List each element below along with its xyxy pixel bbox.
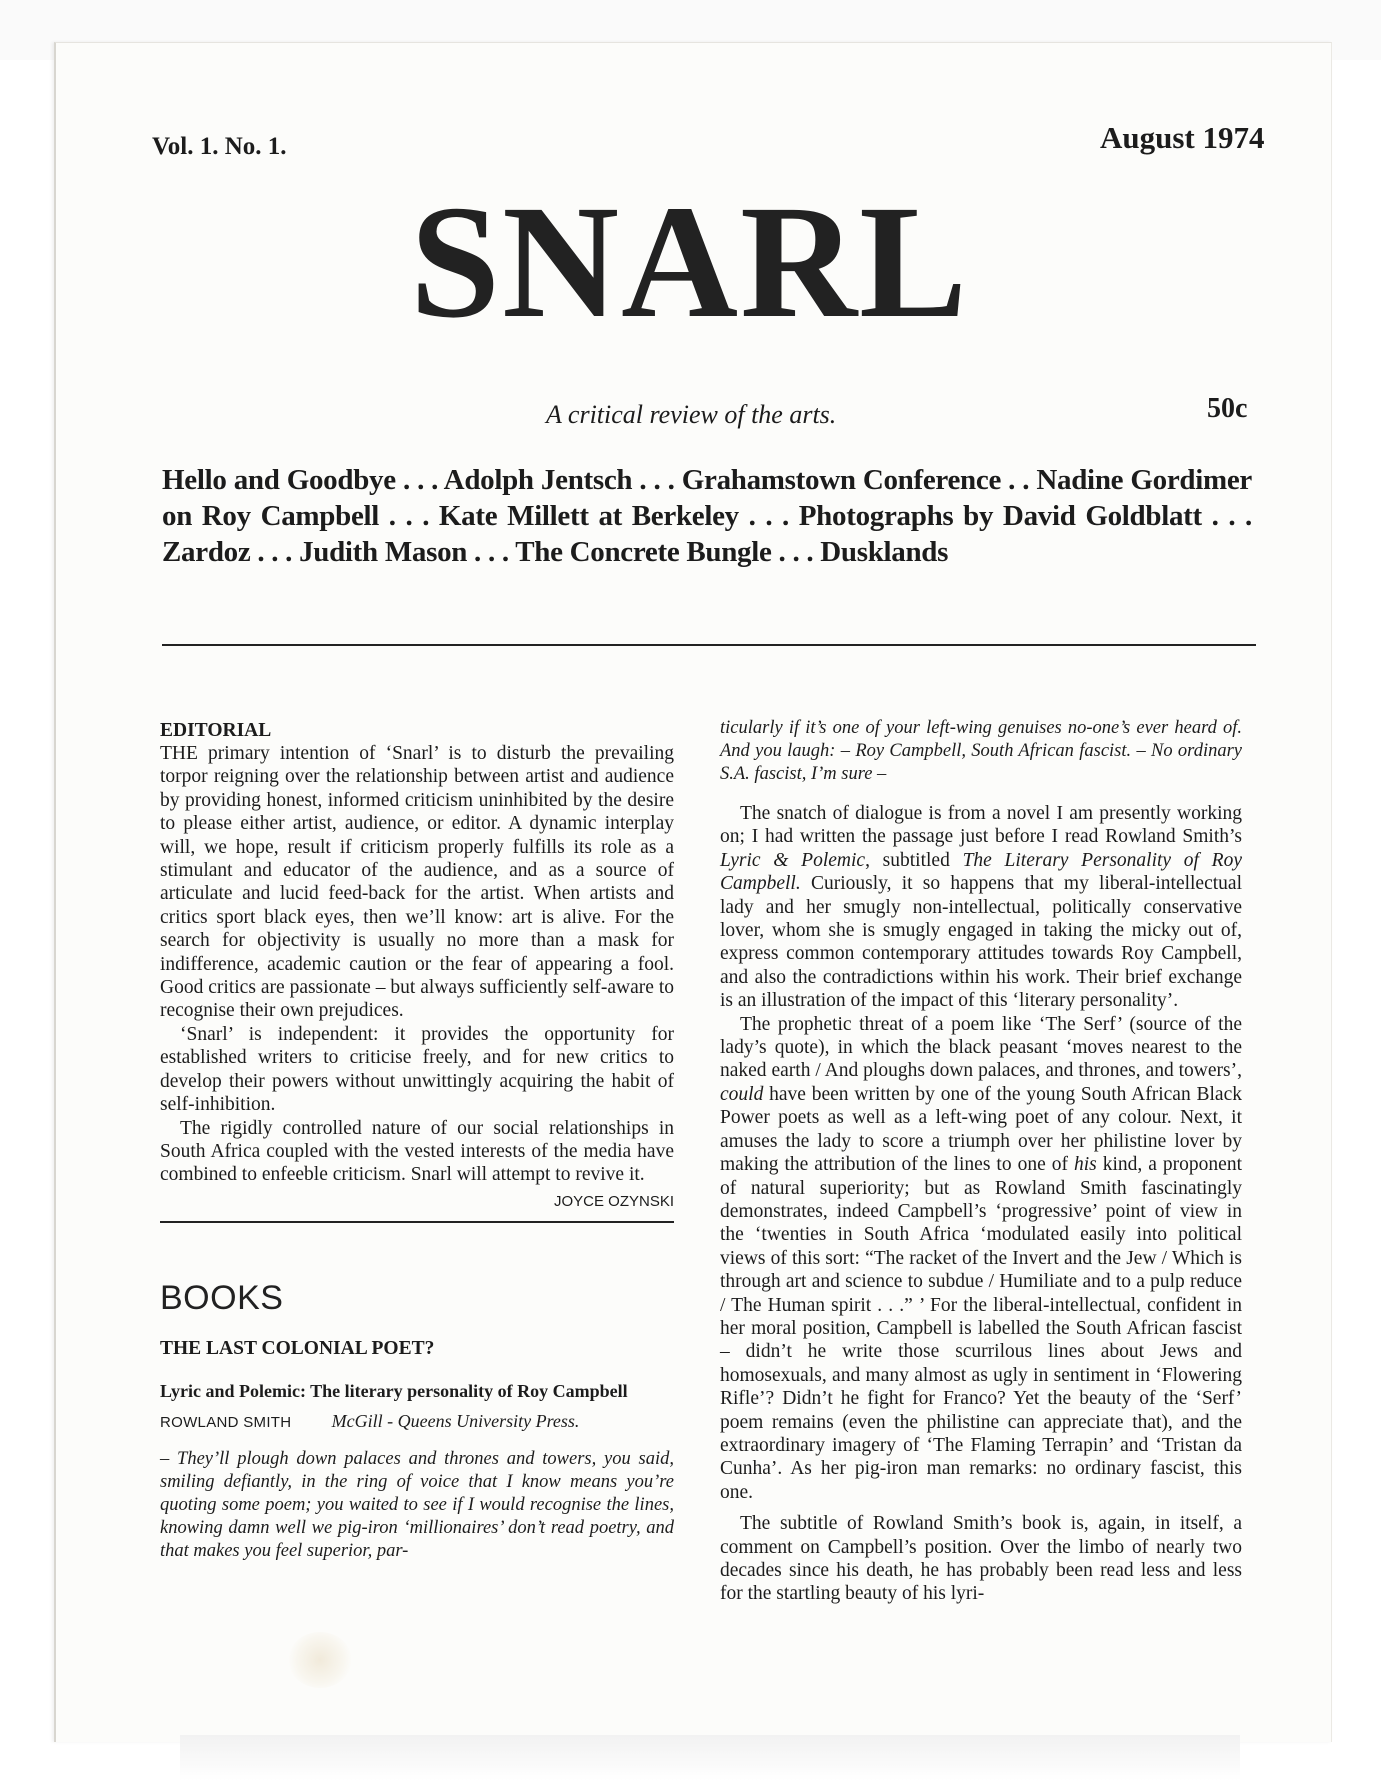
paper-stain bbox=[288, 1632, 352, 1688]
text-span: The prophetic threat of a poem like ‘The Serf’ (source of the lady’s quote), in which the black peasant ‘moves nearest to the naked earth / And ploughs down palaces, and thrones, and towers’, bbox=[720, 1013, 1242, 1082]
book-byline bbox=[160, 1410, 674, 1434]
book-title: Lyric and Polemic: The literary personality of Roy Campbell bbox=[160, 1380, 628, 1401]
emphasis: his bbox=[1073, 1154, 1097, 1176]
editorial-paragraph: The rigidly controlled nature of our social relationships in South Africa coupled with the vested interests of the media have combined to enfeeble criticism. Snarl will attempt to revive it. bbox=[160, 1117, 674, 1186]
book-title-italic: Lyric & Polemic bbox=[720, 849, 866, 871]
review-title: THE LAST COLONIAL POET? bbox=[160, 1337, 435, 1359]
books-section-heading: BOOKS bbox=[160, 1279, 284, 1318]
review-paragraph bbox=[720, 802, 1242, 1013]
right-column bbox=[720, 717, 1242, 1606]
text-span: Curiously, it so happens that my liberal-intellectual lady and her smugly non-intellectual, politically conservative lover, whom she is smugly engaged in taking the micky out of, express common contemporary attitudes towards Roy Campbell, and also the contradictions within his work. Their brief exchange is an illustration of the impact of this ‘literary personality’. bbox=[720, 873, 1242, 1012]
text-span: The snatch of dialogue is from a novel I am presently working on; I had written the passage just before I read Rowland Smith’s bbox=[720, 803, 1242, 848]
book-author: ROWLAND SMITH bbox=[160, 1413, 292, 1431]
text-span: , subtitled bbox=[865, 849, 963, 871]
editorial-paragraph: ‘Snarl’ is independent: it provides the opportunity for established writers to criticise freely, and for new critics to develop their powers without unwittingly acquiring the habit of self-inhibition. bbox=[160, 1023, 674, 1116]
editorial-signature: JOYCE OZYNSKI bbox=[553, 1192, 674, 1210]
editorial-paragraph: THE primary intention of ‘Snarl’ is to disturb the prevailing torpor reigning over the relationship between artist and audience by providing honest, informed criticism uninhibited by the desire to please either artist, audience, or editor. A dynamic interplay will, we hope, result if criticism properly fulfills its role as a stimulant and educator of the audience, and as a source of articulate and lucid feed-back for the artist. When artists and critics sport black eyes, then we’ll know: art is alive. For the search for objectivity is usually no more than a mask for indifference, academic caution or the fear of appearing a fool. Good critics are passionate – but always sufficiently self-aware to recognise their own prejudices. bbox=[160, 743, 674, 1022]
cover-price: 50c bbox=[1207, 393, 1248, 424]
left-column bbox=[160, 720, 674, 1563]
tagline: A critical review of the arts. bbox=[546, 400, 837, 429]
text-span: kind, a proponent of natural superiority; but as Rowland Smith fascinatingly demonstrates, indeed Campbell’s ‘progressive’ point of view in the ‘twenties in South Africa ‘modulated easily into political views of this sort: “The racket of the Invert and the Jew / Which is through art and science to subdue / Humiliate and to a pulp reduce / The Human spirit . . .” ’ For the liberal-intellectual, confident in her moral position, Campbell is labelled the South African fascist – didn’t he write those scurrilous lines about Jews and homosexuals, and many almost as ugly in sentiment in ‘Flowering Rifle’? Didn’t he fight for Franco? Yet the beauty of the ‘Serf’ poem remains (even the philistine can appreciate that), and the extraordinary imagery of ‘The Flaming Terrapin’ and ‘Tristan da Cunha’. As her pig-iron man remarks: no ordinary fascist, this one. bbox=[720, 1154, 1243, 1503]
review-paragraph: The subtitle of Rowland Smith’s book is, again, in itself, a comment on Campbell’s position. Over the limbo of nearly two decades since his death, he has probably been read less and less for the startling beauty of his lyri- bbox=[720, 1513, 1242, 1605]
emphasis: could bbox=[720, 1083, 764, 1105]
page-shadow bbox=[180, 1735, 1240, 1781]
issue-date: August 1974 bbox=[1100, 120, 1265, 155]
contents-list: Hello and Goodbye . . . Adolph Jentsch . . . Grahamstown Conference . . Nadine Gordimer on Roy Campbell . . . Kate Millett at Berkeley . . . Photographs by David Goldblatt . . . Zardoz . . . Judith Mason . . . The Concrete Bungle . . . Dusklands bbox=[162, 464, 1252, 568]
quote-continuation: ticularly if it’s one of your left-wing genuises no-one’s ever heard of. And you laugh: – Roy Campbell, South African fascist. – No ordinary S.A. fascist, I’m sure – bbox=[720, 718, 1242, 784]
book-publisher: McGill - Queens University Press. bbox=[331, 1410, 580, 1431]
review-opening-quote: – They’ll plough down palaces and thrones and towers, you said, smiling defiantly, in the ring of voice that I know means you’re quoting some poem; you waited to see if I would recognise the lines, knowing damn well we pig-iron ‘millionaires’ don’t read poetry, and that makes you feel superior, par- bbox=[160, 1449, 674, 1562]
masthead-title: SNARL bbox=[410, 173, 970, 352]
divider-rule bbox=[162, 644, 1256, 646]
review-paragraph bbox=[720, 1013, 1242, 1505]
editorial-divider bbox=[160, 1221, 674, 1223]
editorial-heading: EDITORIAL bbox=[160, 720, 272, 741]
text-span: have been written by one of the young South African Black Power poets as well as a left-wing poet of any colour. Next, it amuses the lady to score a triumph over her philistine lover by making the attribution of the lines to one of bbox=[720, 1083, 1242, 1176]
book-subtitle-italic: The Literary Personality of Roy Campbell. bbox=[720, 849, 1242, 895]
volume-number: Vol. 1. No. 1. bbox=[152, 133, 287, 160]
